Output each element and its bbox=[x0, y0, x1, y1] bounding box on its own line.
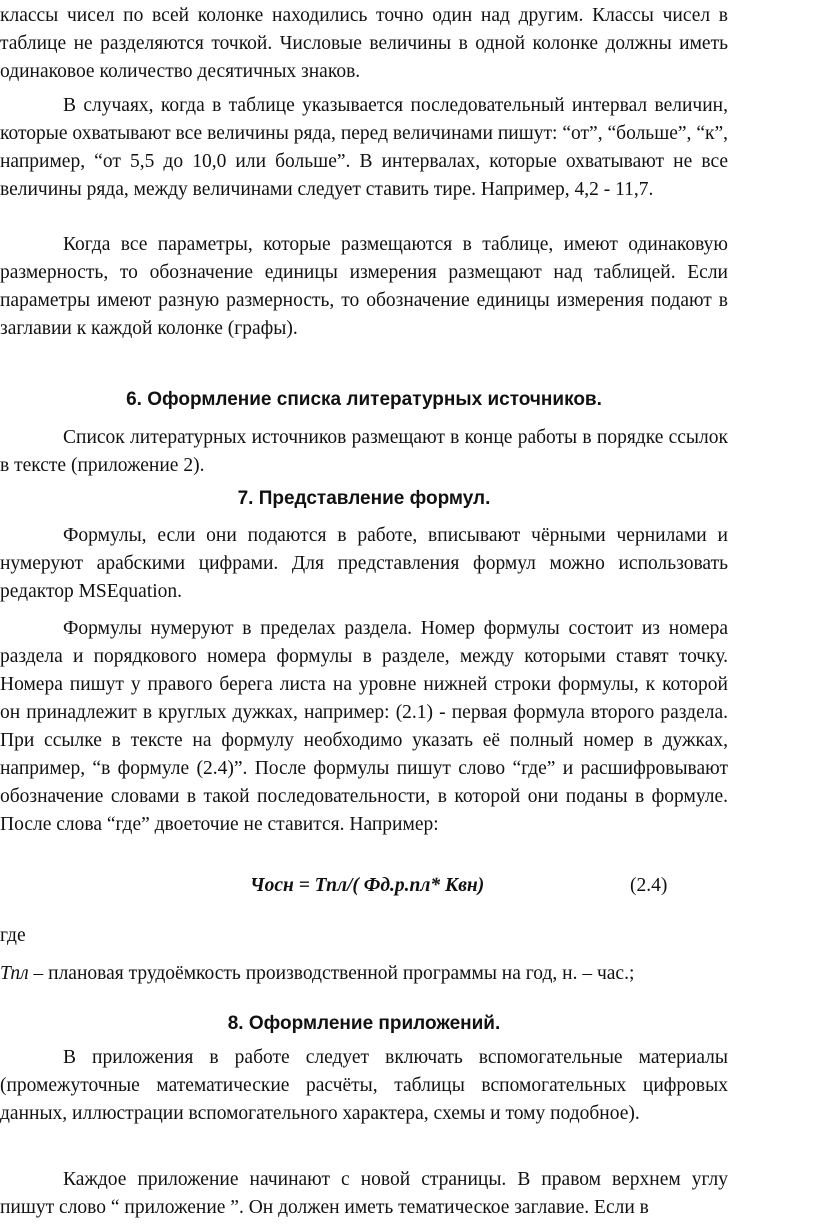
paragraph-intervals: В случаях, когда в таблице указывается последовательный интервал величин, которые охватывают все величины ряда, перед величинами пишут: “от”, “больше”, “к”, например, “от 5,5 до 10,0 или больше”. В интервалах, которые охватывают не все величины ряда, между величинами следует ставить тире. Например, 4,2 - 11,7. bbox=[0, 95, 728, 200]
paragraph-formulas-intro: Формулы, если они подаются в работе, вписывают чёрными чернилами и нумеруют арабскими цифрами. Для представления формул можно использовать редактор MSEquation. bbox=[0, 525, 728, 602]
paragraph-appendices-format: Каждое приложение начинают с новой страницы. В правом верхнем углу пишут слово “ приложение ”. Он должен иметь тематическое заглавие. Если в bbox=[0, 1169, 728, 1218]
formula-number: (2.4) bbox=[630, 875, 668, 896]
formula-row bbox=[0, 872, 728, 900]
paragraph-formula-numbering: Формулы нумеруют в пределах раздела. Номер формулы состоит из номера раздела и порядкового номера формулы в разделе, между которыми ставят точку. Номера пишут у правого берега листа на уровне нижней строки формулы, к которой он принадлежит в круглых дужках, например: (2.1) - первая формула второго раздела. При ссылке в тексте на формулу необходимо указать её полный номер в дужках, например, “в формуле (2.4)”. После формулы пишут слово “где” и расшифровывают обозначение словами в такой последовательности, в которой они поданы в формуле. После слова “где” двоеточие не ставится. Например: bbox=[0, 618, 728, 835]
paragraph-units: Когда все параметры, которые размещаются в таблице, имеют одинаковую размерность, то обозначение единицы измерения размещают над таблицей. Если параметры имеют разную размерность, то обозначение единицы измерения подают в заглавии к каждой колонке (графы). bbox=[0, 234, 728, 339]
definition-text: – плановая трудоёмкость производственной программы на год, н. – час.; bbox=[28, 963, 635, 984]
formula: Чосн = Тпл/( Фд.р.пл* Квн) bbox=[250, 875, 485, 896]
paragraph-number-classes: классы чисел по всей колонке находились точно один над другим. Классы чисел в таблице не разделяются точкой. Числовые величины в одной колонке должны иметь одинаковое количество десятичных знаков. bbox=[0, 5, 728, 82]
definition-term: Тпл bbox=[0, 963, 29, 984]
paragraph-appendices-content: В приложения в работе следует включать вспомогательные материалы (промежуточные математические расчёты, таблицы вспомогательных цифровых данных, иллюстрации вспомогательного характера, схемы и тому подобное). bbox=[0, 1047, 728, 1124]
section-heading-8: 8. Оформление приложений. bbox=[227, 1013, 501, 1034]
where-word: где bbox=[0, 925, 26, 946]
section-heading-6: 6. Оформление списка литературных источников. bbox=[126, 389, 602, 410]
section-heading-7: 7. Представление формул. bbox=[237, 488, 491, 509]
formula-definition bbox=[0, 960, 728, 988]
paragraph-references: Список литературных источников размещают в конце работы в порядке ссылок в тексте (приложение 2). bbox=[0, 427, 728, 476]
